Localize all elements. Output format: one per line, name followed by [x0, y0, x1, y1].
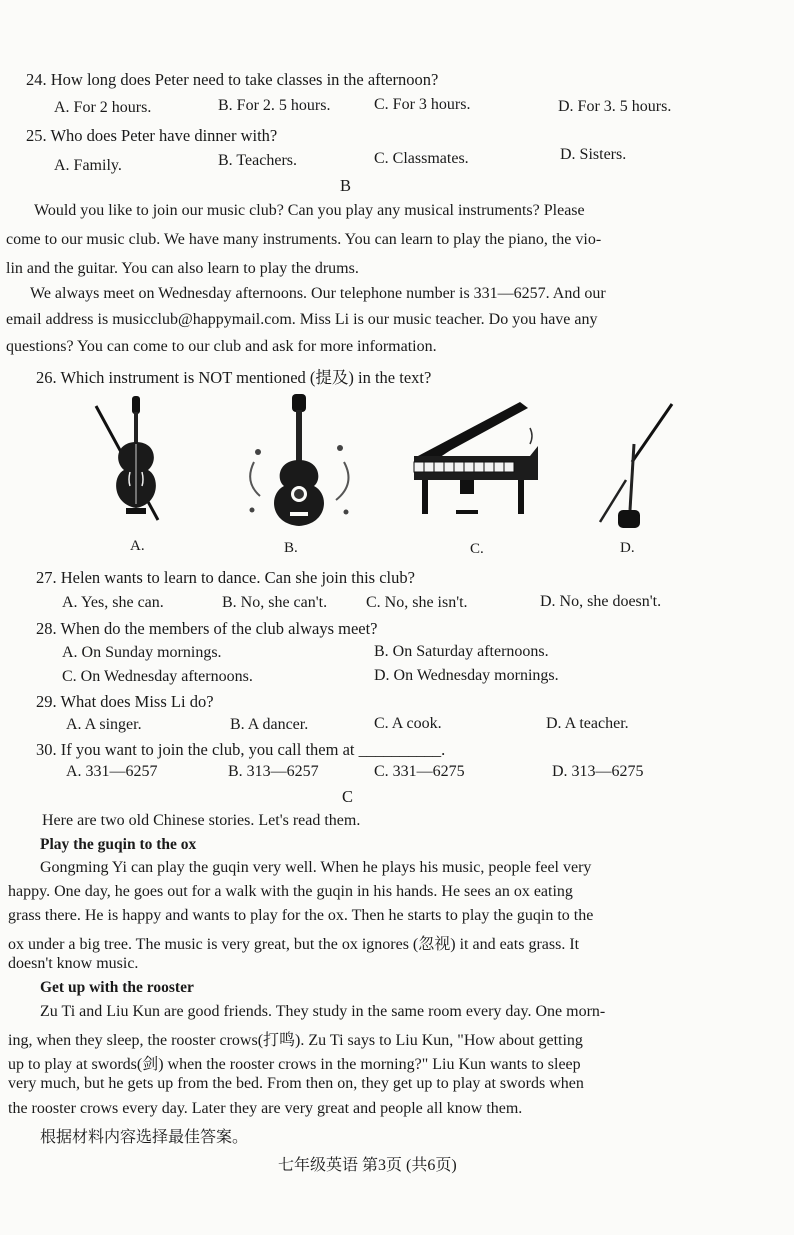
q28-option-c: C. On Wednesday afternoons. — [62, 668, 253, 685]
passage-b-line-5: email address is musicclub@happymail.com. Miss Li is our music teacher. Do you have any — [6, 311, 598, 328]
q29-option-c: C. A cook. — [374, 715, 442, 732]
instruction: 根据材料内容选择最佳答案。 — [40, 1129, 249, 1146]
page-footer: 七年级英语 第3页 (共6页) — [278, 1157, 457, 1174]
q26-label-a: A. — [130, 538, 145, 554]
q24-stem: 24. How long does Peter need to take classes in the afternoon? — [26, 70, 439, 89]
story-1-line-5: doesn't know music. — [8, 955, 139, 972]
story-1-title: Play the guqin to the ox — [40, 836, 197, 853]
story-2-line-5: the rooster crows every day. Later they are very great and people all know them. — [8, 1100, 523, 1117]
q29-stem: 29. What does Miss Li do? — [36, 692, 214, 711]
story-1-line-4: ox under a big tree. The music is very great, but the ox ignores (忽视) it and eats grass. It — [8, 936, 580, 953]
passage-b-line-3: lin and the guitar. You can also learn to play the drums. — [6, 260, 359, 277]
q25-option-a: A. Family. — [54, 157, 122, 174]
q24-option-b: B. For 2. 5 hours. — [218, 97, 331, 114]
q27-option-d: D. No, she doesn't. — [540, 593, 662, 610]
q27-option-a: A. Yes, she can. — [62, 594, 164, 611]
story-2-title: Get up with the rooster — [40, 979, 194, 996]
q26-label-c: C. — [470, 541, 484, 557]
q26-label-d: D. — [620, 540, 635, 556]
story-1-line-3: grass there. He is happy and wants to play for the ox. Then he starts to play the guqin to the — [8, 907, 594, 924]
passage-b-line-2: come to our music club. We have many instruments. You can learn to play the piano, the vio- — [6, 231, 602, 248]
q24-option-c: C. For 3 hours. — [374, 96, 471, 113]
q25-option-b: B. Teachers. — [218, 152, 297, 169]
drumstick-icon — [592, 400, 680, 534]
story-2-line-1: Zu Ti and Liu Kun are good friends. They study in the same room every day. One morn- — [40, 1003, 606, 1020]
story-1-line-1: Gongming Yi can play the guqin very well. When he plays his music, people feel very — [40, 859, 592, 876]
violin-icon — [86, 392, 186, 528]
q30-option-c: C. 331—6275 — [374, 763, 465, 780]
q24-option-d: D. For 3. 5 hours. — [558, 98, 672, 115]
q30-stem: 30. If you want to join the club, you call them at __________. — [36, 740, 446, 759]
section-c-heading: C — [342, 787, 354, 806]
q27-option-b: B. No, she can't. — [222, 594, 328, 611]
q26-stem: 26. Which instrument is NOT mentioned (提及) in the text? — [36, 368, 432, 387]
q28-option-a: A. On Sunday mornings. — [62, 644, 222, 661]
q26-label-b: B. — [284, 540, 298, 556]
guitar-icon — [240, 392, 358, 532]
passage-c-intro: Here are two old Chinese stories. Let's read them. — [42, 812, 361, 829]
q30-option-b: B. 313—6257 — [228, 763, 319, 780]
section-b-heading: B — [340, 176, 352, 195]
q28-option-b: B. On Saturday afternoons. — [374, 643, 549, 660]
q29-option-a: A. A singer. — [66, 716, 142, 733]
q28-stem: 28. When do the members of the club always meet? — [36, 619, 378, 638]
q25-stem: 25. Who does Peter have dinner with? — [26, 126, 278, 145]
q25-option-c: C. Classmates. — [374, 150, 469, 167]
story-2-line-4: very much, but he gets up from the bed. From then on, they get up to play at swords when — [8, 1075, 584, 1092]
story-2-line-2: ing, when they sleep, the rooster crows(打鸣). Zu Ti says to Liu Kun, "How about getting — [8, 1032, 583, 1049]
q24-option-a: A. For 2 hours. — [54, 99, 152, 116]
q30-option-d: D. 313—6275 — [552, 763, 644, 780]
q25-option-d: D. Sisters. — [560, 146, 627, 163]
q27-stem: 27. Helen wants to learn to dance. Can she join this club? — [36, 568, 415, 587]
q28-option-d: D. On Wednesday mornings. — [374, 667, 559, 684]
piano-icon — [410, 400, 544, 524]
q30-option-a: A. 331—6257 — [66, 763, 158, 780]
passage-b-line-1: Would you like to join our music club? Can you play any musical instruments? Please — [34, 202, 585, 219]
passage-b-line-6: questions? You can come to our club and ask for more information. — [6, 338, 437, 355]
story-2-line-3: up to play at swords(剑) when the rooster crows in the morning?" Liu Kun wants to sleep — [8, 1056, 581, 1073]
story-1-line-2: happy. One day, he goes out for a walk with the guqin in his hands. He sees an ox eating — [8, 883, 573, 900]
q27-option-c: C. No, she isn't. — [366, 594, 468, 611]
passage-b-line-4: We always meet on Wednesday afternoons. Our telephone number is 331—6257. And our — [30, 285, 606, 302]
q29-option-b: B. A dancer. — [230, 716, 309, 733]
q29-option-d: D. A teacher. — [546, 715, 629, 732]
